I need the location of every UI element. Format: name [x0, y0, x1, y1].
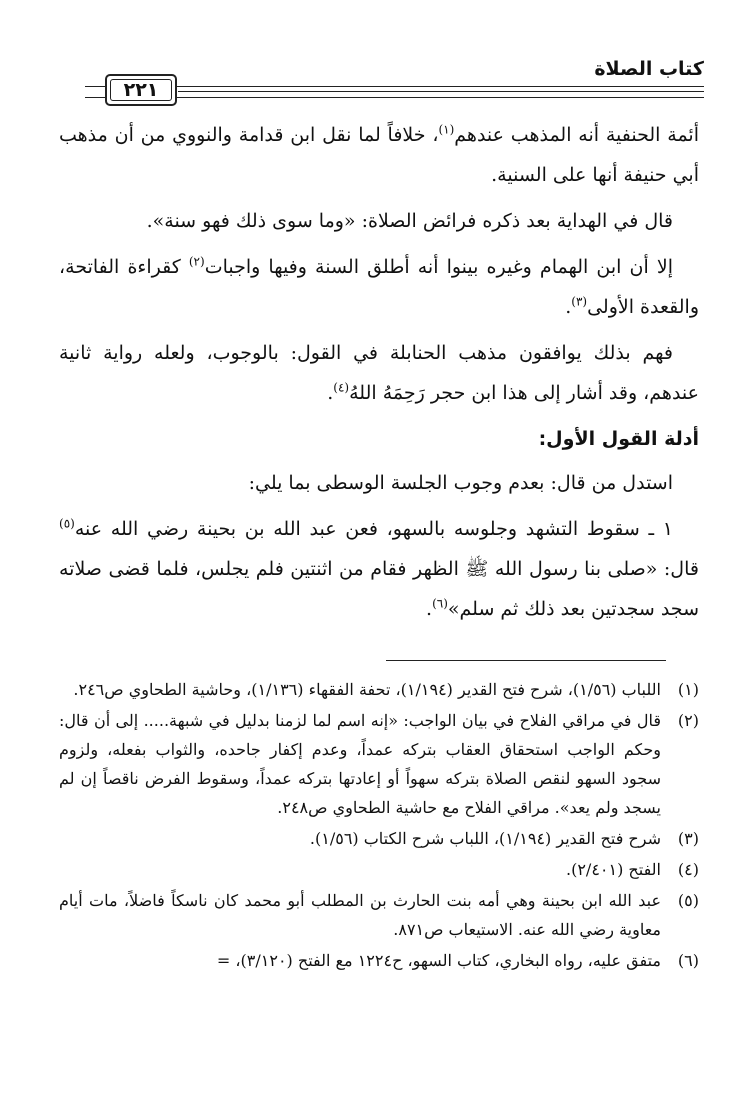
section-heading: أدلة القول الأول:	[538, 428, 699, 450]
footnote-number: (٤)	[677, 860, 699, 879]
footnote-ref[interactable]: (١)	[438, 122, 455, 137]
paragraph-text: ١ ـ سقوط التشهد وجلوسه بالسهو، فعن عبد الله بن بحينة رضي الله عنه	[74, 518, 673, 540]
footnote-number: (٥)	[677, 891, 699, 910]
footnote-ref[interactable]: (٥)	[59, 516, 75, 531]
footnote-ref[interactable]: (٢)	[188, 254, 205, 269]
paragraph-text: فهم بذلك يوافقون مذهب الحنابلة في القول: بالوجوب، ولعله رواية ثانية عندهم، وقد أشار إلى هذا ابن حجر رَحِمَهُ اللهُ	[59, 342, 699, 404]
footnote-text: اللباب (١/٥٦)، شرح فتح القدير (١/١٩٤)، تحفة الفقهاء (١/١٣٦)، وحاشية الطحاوي ص٢٤٦.	[73, 680, 661, 699]
paragraph	[59, 509, 699, 629]
paragraph	[59, 333, 699, 413]
footnote-number: (٢)	[677, 711, 699, 730]
footnote-text: شرح فتح القدير (١/١٩٤)، اللباب شرح الكتاب (١/٥٦).	[309, 829, 661, 848]
main-text	[59, 115, 699, 635]
footnote	[59, 886, 699, 944]
footnote-text: متفق عليه، رواه البخاري، كتاب السهو، ح١٢٢٤ مع الفتح (٣/١٢٠)، =	[216, 951, 661, 970]
footnote	[59, 706, 699, 822]
chapter-title: كتاب الصلاة	[594, 58, 704, 80]
footnote-separator	[386, 660, 666, 661]
page-number-ornament	[177, 86, 197, 98]
header-rule	[178, 97, 704, 98]
paragraph-text: قال في الهداية بعد ذكره فرائض الصلاة: «وما سوى ذلك فهو سنة».	[146, 210, 673, 232]
footnote-text: عبد الله ابن بحينة وهي أمه بنت الحارث بن المطلب أبو محمد كان ناسكاً فاضلاً، مات أيام معاوية رضي الله عنه. الاستيعاب ص٨٧١.	[59, 891, 661, 939]
footnote-ref[interactable]: (٤)	[333, 380, 350, 395]
paragraph	[59, 201, 699, 241]
header-rule	[178, 86, 704, 87]
paragraph-text: ، خلافاً لما نقل ابن قدامة والنووي من أن مذهب أبي حنيفة أنها على السنية.	[59, 124, 699, 186]
paragraph	[59, 247, 699, 327]
footnote-text: الفتح (٢/٤٠١).	[566, 860, 661, 879]
paragraph-text: .	[327, 382, 334, 404]
paragraph-text: أئمة الحنفية أنه المذهب عندهم	[454, 124, 699, 146]
footnote	[59, 824, 699, 853]
footnote	[59, 675, 699, 704]
footnote-number: (٣)	[677, 829, 699, 848]
paragraph	[59, 115, 699, 195]
page-number-ornament	[85, 86, 105, 98]
footnote-text: قال في مراقي الفلاح في بيان الواجب: «إنه اسم لما لزمنا بدليل في شبهة..... إلى أن قال: وحكم الواجب استحقاق العقاب بتركه عمداً، وعدم إكفار جاحده، والثواب بفعله، ولزوم سجود السهو لنقص الصلاة بتركه سهواً أو إعادتها بتركه عمداً، وسقوط الفرض ناقصاً إن لم يسجد ولم يعد». مراقي الفلاح مع حاشية الطحاوي ص٢٤٨.	[59, 711, 661, 817]
header-rule	[178, 91, 704, 92]
page-number	[105, 74, 177, 106]
paragraph-text: إلا أن ابن الهمام وغيره بينوا أنه أطلق السنة وفيها واجبات	[204, 256, 673, 278]
paragraph-text: .	[565, 296, 572, 318]
page-number-text: ٢٢١	[123, 79, 159, 101]
paragraph-text: .	[426, 598, 433, 620]
footnote-ref[interactable]: (٦)	[432, 596, 448, 611]
paragraph-text: كقراءة الفاتحة، والقعدة الأولى	[59, 256, 699, 318]
footnote	[59, 946, 699, 975]
paragraph-text: قال: «صلى بنا رسول الله ﷺ الظهر فقام من اثنتين فلم يجلس، فلما قضى صلاته سجد سجدتين بعد ذلك ثم سلم»	[59, 558, 699, 620]
paragraph-text: استدل من قال: بعدم وجوب الجلسة الوسطى بما يلي:	[248, 472, 673, 494]
footnote-number: (١)	[677, 680, 699, 699]
footnotes	[59, 675, 699, 977]
footnote-ref[interactable]: (٣)	[571, 294, 588, 309]
paragraph	[59, 463, 699, 503]
footnote	[59, 855, 699, 884]
footnote-number: (٦)	[677, 951, 699, 970]
